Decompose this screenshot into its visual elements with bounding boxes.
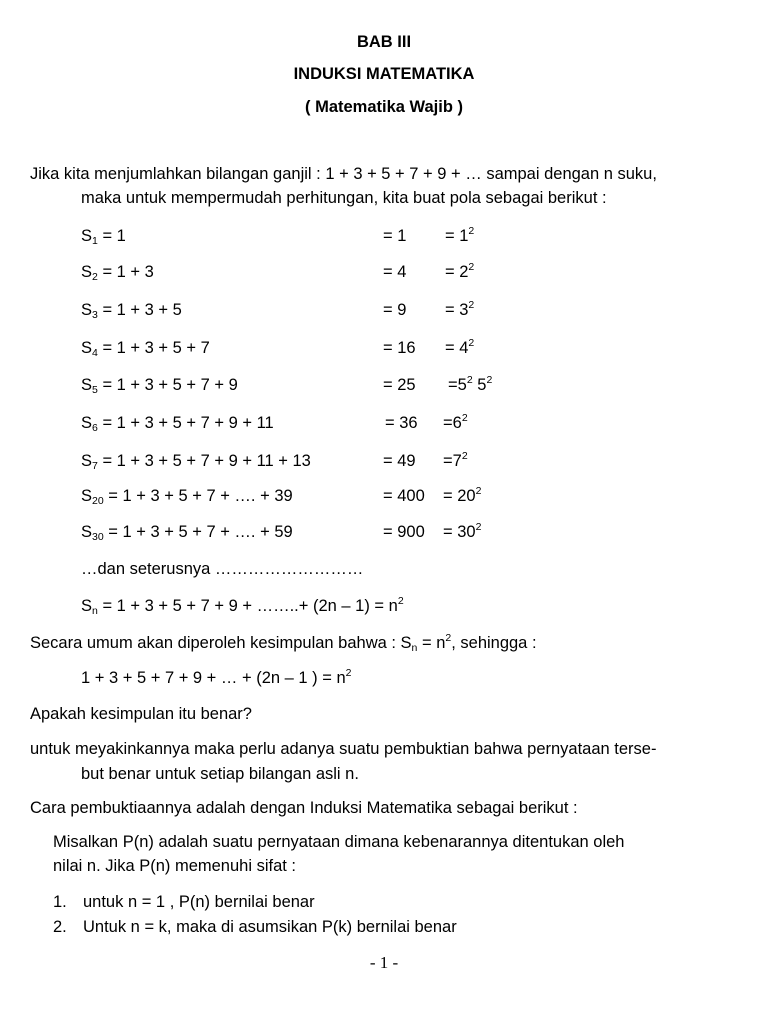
pattern-row-expression: $S_3 = 1 + 3 + 5$ xyxy=(81,301,182,321)
general-sum-line: $S_n = 1 + 3 + 5 + 7 + 9$ + ……..+ $(2n - 1) = n^2$ xyxy=(81,595,404,617)
pattern-row-value: = 400 xyxy=(383,487,425,505)
pattern-row-expression: $S_7 = 1 + 3 + 5 + 7 + 9 + 11 + 13$ xyxy=(81,452,311,472)
pattern-row-expression: $S_5 = 1 + 3 + 5 + 7 + 9$ xyxy=(81,376,238,396)
pattern-row-square: = $3^2$ xyxy=(445,299,475,319)
pattern-row-value: = 900 xyxy=(383,523,425,541)
method-line: Cara pembuktiaannya adalah dengan Induksi Matematika sebagai berikut : xyxy=(30,799,578,817)
pattern-row-value: = 25 xyxy=(383,376,416,394)
chapter-title: INDUKSI MATEMATIKA xyxy=(293,65,475,83)
pattern-row-value: = 49 xyxy=(383,452,416,470)
proof-need-line-1: untuk meyakinkannya maka perlu adanya suatu pembuktian bahwa pernyataan terse- xyxy=(30,740,657,758)
intro-line-1: Jika kita menjumlahkan bilangan ganjil : 1 + 3 + 5 + 7 + 9 + … sampai dengan n suku, xyxy=(30,165,657,183)
conclusion-line: Secara umum akan diperoleh kesimpulan bahwa : $S_n = n^2$, sehingga : xyxy=(30,632,537,654)
pattern-row-value: = 9 xyxy=(383,301,407,319)
suppose-line-1: Misalkan P(n) adalah suatu pernyataan dimana kebenarannya ditentukan oleh xyxy=(53,833,625,851)
pattern-row-expression: $S_4 = 1 + 3 + 5 + 7$ xyxy=(81,339,210,359)
chapter-subtitle: ( Matematika Wajib ) xyxy=(305,98,463,116)
formula-line: 1 + 3 + 5 + 7 + 9 + … + (2n – 1 ) = $n^2$ xyxy=(81,667,352,687)
pattern-row-square: = $2^2$ xyxy=(445,261,475,281)
proof-need-line-2: but benar untuk setiap bilangan asli n. xyxy=(81,765,359,783)
pattern-row-square: $=6^2$ xyxy=(443,412,468,432)
suppose-line-2: nilai n. Jika P(n) memenuhi sifat : xyxy=(53,857,297,875)
list-item-text: untuk n = 1 , P(n) bernilai benar xyxy=(83,893,315,911)
pattern-row-square: $=7^2$ xyxy=(443,450,468,470)
continuation-line: …dan seterusnya ……………………… xyxy=(81,560,364,578)
pattern-row-square: $=5^2$ $5^2$ xyxy=(448,374,493,394)
chapter-heading: BAB III xyxy=(356,33,412,51)
pattern-row-expression: $S_2 = 1 + 3$ xyxy=(81,263,154,283)
question-line: Apakah kesimpulan itu benar? xyxy=(30,705,252,723)
pattern-row-expression: $S_1 = 1$ xyxy=(81,227,126,247)
pattern-row-square: = $4^2$ xyxy=(445,337,475,357)
list-item-number: 2. xyxy=(53,918,67,936)
pattern-row-square: = $1^2$ xyxy=(445,225,475,245)
pattern-row-square: = $30^2$ xyxy=(443,521,482,541)
list-item-number: 1. xyxy=(53,893,67,911)
pattern-row-expression: $S_6 = 1 + 3 + 5 + 7 + 9 + 11$ xyxy=(81,414,274,434)
pattern-row-value: = 16 xyxy=(383,339,416,357)
pattern-row-value: = 4 xyxy=(383,263,407,281)
pattern-row-value: = 36 xyxy=(385,414,418,432)
pattern-row-square: = $20^2$ xyxy=(443,485,482,505)
pattern-row-expression: $S_{20} = 1 + 3 + 5 + 7$ + …. + 39 xyxy=(81,487,293,507)
pattern-row-expression: $S_{30} = 1 + 3 + 5 + 7$ + …. + 59 xyxy=(81,523,293,543)
pattern-row-value: = 1 xyxy=(383,227,407,245)
page-number: - 1 - xyxy=(369,953,399,972)
list-item-text: Untuk n = k, maka di asumsikan P(k) bernilai benar xyxy=(83,918,457,936)
intro-line-2: maka untuk mempermudah perhitungan, kita buat pola sebagai berikut : xyxy=(81,189,607,207)
